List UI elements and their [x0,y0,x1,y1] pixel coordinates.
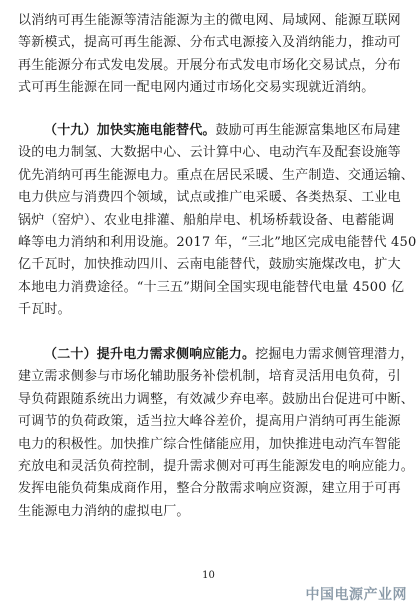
text-line [18,344,414,366]
text-line: 再生能源分布式发电发展。开展分布式发电市场化交易试点，分布 [18,57,401,73]
text-span: 挖掘电力需求侧管理潜力， [255,347,414,362]
paragraph-microgrid [18,10,401,100]
paragraph-electric-substitution [18,120,417,322]
text-span: 鼓励可再生能源富集地区布局建 [215,123,401,138]
text-line: 充放电和灵活负荷控制，提升需求侧对可再生能源发电的响应能力。 [18,458,415,474]
text-line: 峰等电力消纳和利用设施。2017 年，“三北”地区完成电能替代 450 [18,234,417,250]
text-line: 亿千瓦时，加快推动四川、云南电能替代，鼓励实施煤改电，扩大 [18,257,401,273]
text-line: 电力的积极性。加快推广综合性储能应用，加快推进电动汽车智能 [18,436,401,452]
text-line: 等新模式，提高可再生能源、分布式电源接入及消纳能力，推动可 [18,35,401,51]
text-line: 本地电力消费途径。“十三五”期间全国实现电能替代电量 4500 亿 [18,279,405,295]
page-number: 10 [202,570,215,581]
text-line: 发挥电能负荷集成商作用，整合分散需求响应资源，建立用于可再 [18,481,401,497]
paragraph-demand-response [18,344,415,523]
section-heading: （十九）加快实施电能替代。 [44,123,216,138]
text-line [18,120,401,142]
watermark-logo-text: 中国电源产业网 [305,587,407,603]
text-line: 电力供应与消费四个领域，试点或推广电采暖、各类热泵、工业电 [18,190,401,206]
text-line: 千瓦时。 [18,302,71,318]
text-line: 导负荷跟随系统出力调整，有效减少弃电率。鼓励出台促进可中断、 [18,391,415,407]
text-line: 生能源电力消纳的虚拟电厂。 [18,503,190,519]
text-line: 建立需求侧参与市场化辅助服务补偿机制，培育灵活用电负荷，引 [18,369,401,385]
text-line: 式可再生能源在同一配电网内通过市场化交易实现就近消纳。 [18,80,375,96]
text-line: 优先消纳可再生能源电力。重点在居民采暖、生产制造、交通运输、 [18,167,415,183]
text-line: 设的电力制氢、大数据中心、云计算中心、电动汽车及配套设施等 [18,145,401,161]
text-line: 以消纳可再生能源等清洁能源为主的微电网、局域网、能源互联网 [18,13,401,28]
text-line: 可调节的负荷政策，适当拉大峰谷差价，提高用户消纳可再生能源 [18,414,401,430]
text-line: 锅炉（窑炉）、农业电排灌、船舶岸电、机场桥载设备、电蓄能调 [18,212,395,228]
section-heading: （二十）提升电力需求侧响应能力。 [44,347,256,362]
